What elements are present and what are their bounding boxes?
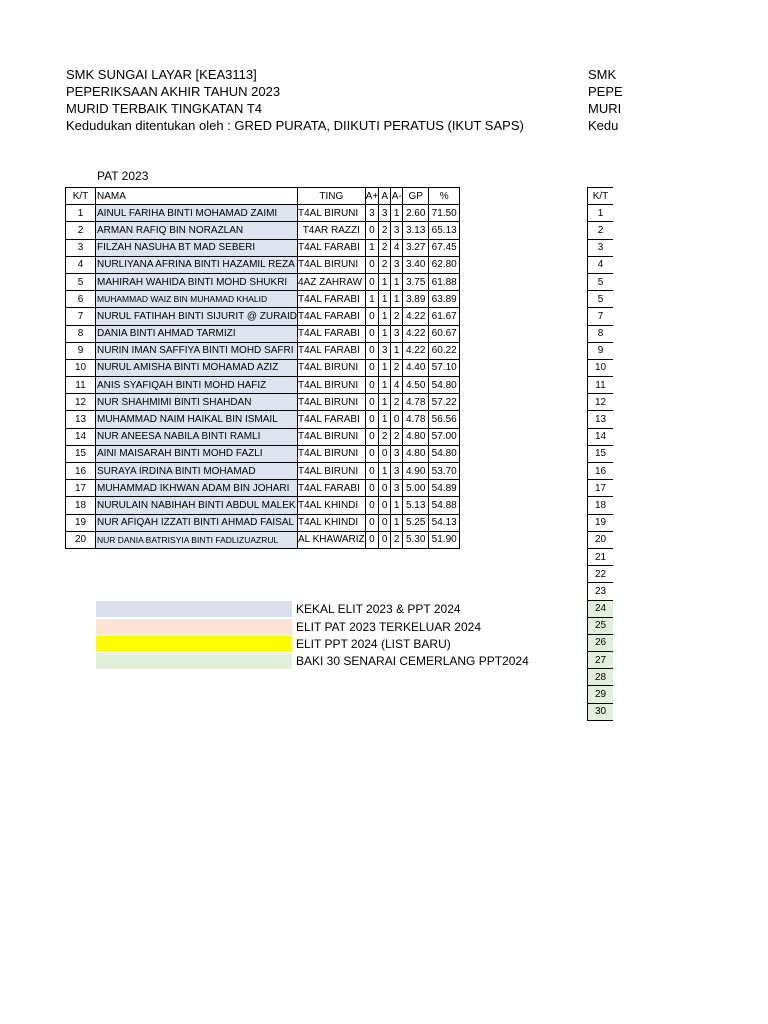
percent-cell: 62.80 (429, 256, 460, 273)
right-rank-cell: 4 (588, 256, 614, 273)
class-cell: T4AL FARABI (297, 325, 365, 342)
name-cell: MUHAMMAD WAIZ BIN MUHAMAD KHALID (96, 291, 298, 308)
right-row (588, 291, 614, 308)
gp-cell: 4.78 (403, 394, 429, 411)
right-rank-cell: 16 (588, 463, 614, 480)
name-cell: NURUL FATIHAH BINTI SIJURIT @ ZURAID (96, 308, 298, 325)
right-rank-cell: 2 (588, 222, 614, 239)
a-minus-cell: 1 (391, 342, 403, 359)
percent-cell: 63.89 (429, 291, 460, 308)
a-plus-cell: 0 (365, 411, 379, 428)
right-rank-cell: 5 (588, 273, 614, 290)
name-cell: MUHAMMAD IKHWAN ADAM BIN JOHARI (96, 480, 298, 497)
a-minus-cell: 0 (391, 411, 403, 428)
legend-label: KEKAL ELIT 2023 & PPT 2024 (296, 602, 461, 616)
name-cell: AINUL FARIHA BINTI MOHAMAD ZAIMI (96, 205, 298, 222)
gp-cell: 3.89 (403, 291, 429, 308)
a-minus-cell: 1 (391, 514, 403, 531)
right-row (588, 377, 614, 394)
class-cell: T4AL BIRUNI (297, 428, 365, 445)
right-header-row (588, 188, 614, 205)
a-minus-cell: 1 (391, 497, 403, 514)
name-cell: NURULAIN NABIHAH BINTI ABDUL MALEK (96, 497, 298, 514)
col-a-plus: A+ (365, 188, 379, 205)
a-cell: 1 (379, 411, 391, 428)
a-cell: 0 (379, 531, 391, 548)
table-row (66, 480, 460, 497)
name-cell: MAHIRAH WAHIDA BINTI MOHD SHUKRI (96, 273, 298, 290)
right-rank-cell: 7 (588, 308, 614, 325)
right-row (588, 531, 614, 548)
percent-cell: 54.88 (429, 497, 460, 514)
right-rank-cell: 28 (588, 669, 614, 686)
a-cell: 1 (379, 463, 391, 480)
right-row (588, 514, 614, 531)
table-row (66, 222, 460, 239)
right-row (588, 583, 614, 600)
right-row (588, 652, 614, 669)
a-minus-cell: 1 (391, 273, 403, 290)
a-cell: 0 (379, 497, 391, 514)
gp-cell: 4.78 (403, 411, 429, 428)
right-row (588, 463, 614, 480)
gp-cell: 4.50 (403, 377, 429, 394)
table-row (66, 531, 460, 548)
gp-cell: 5.00 (403, 480, 429, 497)
a-cell: 1 (379, 359, 391, 376)
gp-cell: 4.80 (403, 428, 429, 445)
class-cell: T4AL BIRUNI (297, 463, 365, 480)
table-row (66, 342, 460, 359)
rank-cell: 1 (66, 205, 96, 222)
name-cell: NURIN IMAN SAFFIYA BINTI MOHD SAFRI (96, 342, 298, 359)
a-minus-cell: 2 (391, 531, 403, 548)
class-cell: AL KHAWARIZ (297, 531, 365, 548)
right-row (588, 394, 614, 411)
right-row (588, 239, 614, 256)
rank-cell: 19 (66, 514, 96, 531)
right-row (588, 205, 614, 222)
gp-cell: 3.40 (403, 256, 429, 273)
right-rank-cell: 26 (588, 634, 614, 651)
a-cell: 1 (379, 377, 391, 394)
right-row (588, 342, 614, 359)
rank-cell: 20 (66, 531, 96, 548)
table-row (66, 394, 460, 411)
gp-cell: 4.22 (403, 325, 429, 342)
right-rank-cell: 22 (588, 566, 614, 583)
legend-swatch (96, 636, 292, 652)
right-row (588, 600, 614, 617)
percent-cell: 57.22 (429, 394, 460, 411)
right-rank-cell: 21 (588, 548, 614, 565)
right-rank-column (587, 187, 613, 721)
class-cell: T4AL BIRUNI (297, 256, 365, 273)
table-row (66, 291, 460, 308)
rank-cell: 14 (66, 428, 96, 445)
right-row (588, 359, 614, 376)
right-header-fragment (588, 64, 623, 136)
exam-title: PEPERIKSAAN AKHIR TAHUN 2023 (66, 84, 281, 99)
rank-cell: 15 (66, 445, 96, 462)
gp-cell: 3.27 (403, 239, 429, 256)
gp-cell: 2.60 (403, 205, 429, 222)
a-cell: 2 (379, 256, 391, 273)
right-col-kt: K/T (588, 188, 614, 205)
a-plus-cell: 0 (365, 325, 379, 342)
legend-swatch (96, 653, 292, 669)
class-cell: T4AL FARABI (297, 308, 365, 325)
right-row (588, 428, 614, 445)
percent-cell: 57.10 (429, 359, 460, 376)
right-rank-cell: 18 (588, 497, 614, 514)
a-plus-cell: 0 (365, 497, 379, 514)
right-header-line: PEPE (588, 84, 623, 99)
a-plus-cell: 0 (365, 273, 379, 290)
legend-label: ELIT PPT 2024 (LIST BARU) (296, 637, 451, 651)
rank-cell: 8 (66, 325, 96, 342)
right-rank-cell: 8 (588, 325, 614, 342)
right-row (588, 548, 614, 565)
col-a-minus: A- (391, 188, 403, 205)
rank-cell: 10 (66, 359, 96, 376)
right-rank-cell: 25 (588, 617, 614, 634)
class-cell: T4AL FARABI (297, 342, 365, 359)
a-plus-cell: 0 (365, 359, 379, 376)
rank-cell: 5 (66, 273, 96, 290)
a-minus-cell: 4 (391, 377, 403, 394)
right-header-line: MURI (588, 101, 622, 116)
col-kt: K/T (66, 188, 96, 205)
a-plus-cell: 0 (365, 514, 379, 531)
gp-cell: 4.22 (403, 342, 429, 359)
a-cell: 1 (379, 308, 391, 325)
right-row (588, 256, 614, 273)
name-cell: MUHAMMAD NAIM HAIKAL BIN ISMAIL (96, 411, 298, 428)
class-cell: T4AR RAZZI (297, 222, 365, 239)
a-minus-cell: 2 (391, 394, 403, 411)
table-row (66, 497, 460, 514)
col-ting: TING (297, 188, 365, 205)
a-plus-cell: 3 (365, 205, 379, 222)
a-cell: 2 (379, 222, 391, 239)
percent-cell: 71.50 (429, 205, 460, 222)
right-row (588, 634, 614, 651)
percent-cell: 54.80 (429, 377, 460, 394)
table-row (66, 308, 460, 325)
col-a: A (379, 188, 391, 205)
right-rank-cell: 13 (588, 411, 614, 428)
percent-cell: 54.89 (429, 480, 460, 497)
col-nama: NAMA (96, 188, 298, 205)
name-cell: NUR ANEESA NABILA BINTI RAMLI (96, 428, 298, 445)
ranking-note: Kedudukan ditentukan oleh : GRED PURATA, DIIKUTI PERATUS (IKUT SAPS) (66, 118, 524, 133)
gp-cell: 4.90 (403, 463, 429, 480)
name-cell: NUR SHAHMIMI BINTI SHAHDAN (96, 394, 298, 411)
gp-cell: 5.25 (403, 514, 429, 531)
percent-cell: 57.00 (429, 428, 460, 445)
right-rank-cell: 17 (588, 480, 614, 497)
rank-cell: 17 (66, 480, 96, 497)
right-row (588, 617, 614, 634)
table-row (66, 239, 460, 256)
class-cell: T4AL BIRUNI (297, 394, 365, 411)
a-plus-cell: 0 (365, 308, 379, 325)
right-row (588, 497, 614, 514)
gp-cell: 5.13 (403, 497, 429, 514)
rank-cell: 13 (66, 411, 96, 428)
name-cell: ANIS SYAFIQAH BINTI MOHD HAFIZ (96, 377, 298, 394)
right-rank-cell: 24 (588, 600, 614, 617)
right-rank-cell: 14 (588, 428, 614, 445)
a-minus-cell: 3 (391, 256, 403, 273)
percent-cell: 67.45 (429, 239, 460, 256)
gp-cell: 3.75 (403, 273, 429, 290)
percent-cell: 54.80 (429, 445, 460, 462)
table-header-row (66, 188, 460, 205)
class-cell: T4AL FARABI (297, 411, 365, 428)
a-plus-cell: 0 (365, 445, 379, 462)
a-plus-cell: 0 (365, 394, 379, 411)
a-cell: 1 (379, 291, 391, 308)
right-rank-cell: 1 (588, 205, 614, 222)
gp-cell: 4.40 (403, 359, 429, 376)
right-row (588, 325, 614, 342)
right-rank-cell: 5 (588, 291, 614, 308)
name-cell: DANIA BINTI AHMAD TARMIZI (96, 325, 298, 342)
right-rank-cell: 12 (588, 394, 614, 411)
rank-cell: 12 (66, 394, 96, 411)
a-plus-cell: 0 (365, 428, 379, 445)
class-cell: T4AL FARABI (297, 239, 365, 256)
right-row (588, 686, 614, 703)
a-minus-cell: 2 (391, 359, 403, 376)
right-header-line: Kedu (588, 118, 619, 133)
right-rank-cell: 11 (588, 377, 614, 394)
a-cell: 3 (379, 205, 391, 222)
rank-cell: 7 (66, 308, 96, 325)
a-cell: 2 (379, 239, 391, 256)
class-cell: T4AL BIRUNI (297, 377, 365, 394)
a-cell: 2 (379, 428, 391, 445)
legend-label: BAKI 30 SENARAI CEMERLANG PPT2024 (296, 654, 529, 668)
gp-cell: 5.30 (403, 531, 429, 548)
right-rank-cell: 15 (588, 445, 614, 462)
a-plus-cell: 0 (365, 342, 379, 359)
table-row (66, 325, 460, 342)
rank-cell: 18 (66, 497, 96, 514)
right-rank-cell: 3 (588, 239, 614, 256)
percent-cell: 60.67 (429, 325, 460, 342)
a-plus-cell: 1 (365, 291, 379, 308)
class-cell: T4AL BIRUNI (297, 359, 365, 376)
right-row (588, 273, 614, 290)
right-rank-cell: 30 (588, 703, 614, 720)
right-rank-cell: 20 (588, 531, 614, 548)
table-row (66, 514, 460, 531)
class-cell: T4AL FARABI (297, 480, 365, 497)
right-rank-cell: 19 (588, 514, 614, 531)
name-cell: SURAYA IRDINA BINTI MOHAMAD (96, 463, 298, 480)
name-cell: NUR DANIA BATRISYIA BINTI FADLIZUAZRUL (96, 531, 298, 548)
legend-swatch (96, 619, 292, 635)
right-rank-cell: 29 (588, 686, 614, 703)
table-row (66, 377, 460, 394)
rank-cell: 11 (66, 377, 96, 394)
right-rank-cell: 23 (588, 583, 614, 600)
a-minus-cell: 3 (391, 222, 403, 239)
rank-cell: 9 (66, 342, 96, 359)
right-rank-cell: 27 (588, 652, 614, 669)
gp-cell: 4.80 (403, 445, 429, 462)
col-gp: GP (403, 188, 429, 205)
a-plus-cell: 0 (365, 256, 379, 273)
a-cell: 0 (379, 445, 391, 462)
rank-cell: 16 (66, 463, 96, 480)
percent-cell: 61.67 (429, 308, 460, 325)
class-cell: 4AZ ZAHRAW (297, 273, 365, 290)
percent-cell: 51.90 (429, 531, 460, 548)
ranking-table (65, 187, 460, 549)
a-plus-cell: 0 (365, 222, 379, 239)
percent-cell: 61.88 (429, 273, 460, 290)
name-cell: FILZAH NASUHA BT MAD SEBERI (96, 239, 298, 256)
a-minus-cell: 1 (391, 291, 403, 308)
percent-cell: 56.56 (429, 411, 460, 428)
right-rank-cell: 10 (588, 359, 614, 376)
legend-label: ELIT PAT 2023 TERKELUAR 2024 (296, 620, 481, 634)
a-cell: 1 (379, 273, 391, 290)
a-plus-cell: 0 (365, 480, 379, 497)
right-header-line: SMK (588, 67, 617, 82)
table-row (66, 273, 460, 290)
table-row (66, 463, 460, 480)
a-cell: 0 (379, 514, 391, 531)
right-row (588, 566, 614, 583)
table-row (66, 445, 460, 462)
rank-cell: 2 (66, 222, 96, 239)
a-minus-cell: 1 (391, 205, 403, 222)
rank-cell: 4 (66, 256, 96, 273)
class-cell: T4AL KHINDI (297, 514, 365, 531)
percent-cell: 53.70 (429, 463, 460, 480)
table-row (66, 205, 460, 222)
right-row (588, 445, 614, 462)
right-row (588, 669, 614, 686)
a-minus-cell: 2 (391, 308, 403, 325)
table-caption: PAT 2023 (97, 169, 149, 183)
a-cell: 0 (379, 480, 391, 497)
school-title: SMK SUNGAI LAYAR [KEA3113] (66, 67, 257, 82)
table-row (66, 411, 460, 428)
report-title: MURID TERBAIK TINGKATAN T4 (66, 101, 262, 116)
a-cell: 1 (379, 325, 391, 342)
table-row (66, 359, 460, 376)
gp-cell: 4.22 (403, 308, 429, 325)
col-percent: % (429, 188, 460, 205)
legend-swatch (96, 601, 292, 617)
a-cell: 1 (379, 394, 391, 411)
a-cell: 3 (379, 342, 391, 359)
name-cell: NUR AFIQAH IZZATI BINTI AHMAD FAISAL (96, 514, 298, 531)
right-row (588, 308, 614, 325)
class-cell: T4AL BIRUNI (297, 205, 365, 222)
name-cell: NURLIYANA AFRINA BINTI HAZAMIL REZA (96, 256, 298, 273)
table-row (66, 256, 460, 273)
percent-cell: 54.13 (429, 514, 460, 531)
rank-cell: 6 (66, 291, 96, 308)
a-plus-cell: 0 (365, 463, 379, 480)
name-cell: NURUL AMISHA BINTI MOHAMAD AZIZ (96, 359, 298, 376)
table-row (66, 428, 460, 445)
right-row (588, 703, 614, 720)
gp-cell: 3.13 (403, 222, 429, 239)
class-cell: T4AL KHINDI (297, 497, 365, 514)
a-plus-cell: 0 (365, 377, 379, 394)
a-minus-cell: 3 (391, 463, 403, 480)
rank-cell: 3 (66, 239, 96, 256)
percent-cell: 65.13 (429, 222, 460, 239)
class-cell: T4AL BIRUNI (297, 445, 365, 462)
right-row (588, 411, 614, 428)
right-row (588, 222, 614, 239)
percent-cell: 60.22 (429, 342, 460, 359)
a-plus-cell: 0 (365, 531, 379, 548)
name-cell: AINI MAISARAH BINTI MOHD FAZLI (96, 445, 298, 462)
right-row (588, 480, 614, 497)
a-plus-cell: 1 (365, 239, 379, 256)
name-cell: ARMAN RAFIQ BIN NORAZLAN (96, 222, 298, 239)
a-minus-cell: 3 (391, 445, 403, 462)
a-minus-cell: 3 (391, 325, 403, 342)
a-minus-cell: 4 (391, 239, 403, 256)
right-rank-cell: 9 (588, 342, 614, 359)
a-minus-cell: 2 (391, 428, 403, 445)
a-minus-cell: 3 (391, 480, 403, 497)
class-cell: T4AL FARABI (297, 291, 365, 308)
